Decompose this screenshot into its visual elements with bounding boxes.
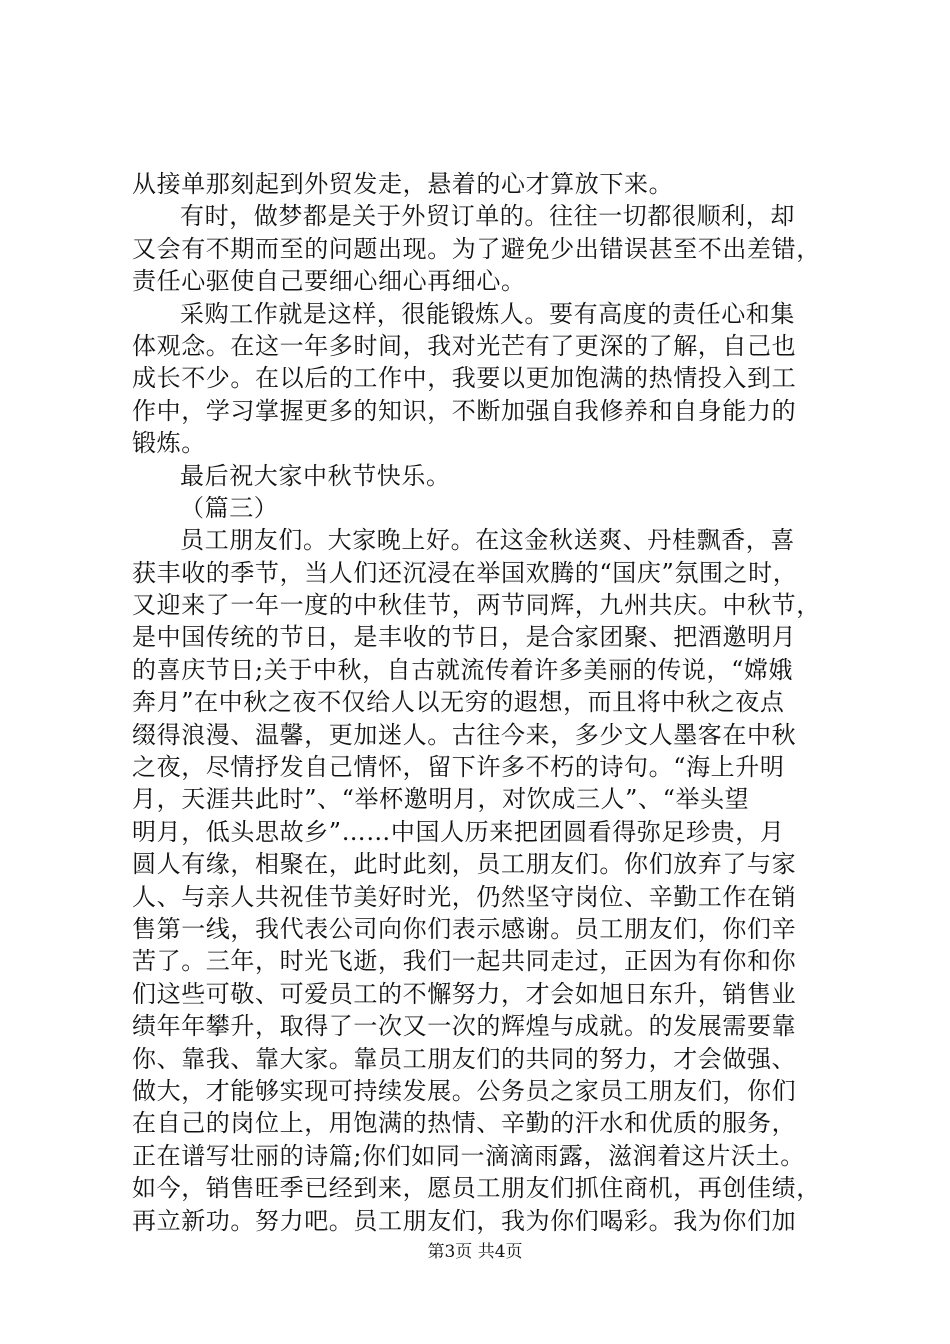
text-line: 正在谱写壮丽的诗篇;你们如同一滴滴雨露，滋润着这片沃土。: [132, 1141, 805, 1170]
text-line: 又会有不期而至的问题出现。为了避免少出错误甚至不出差错，: [132, 234, 821, 263]
text-line: 圆人有缘，相聚在，此时此刻，员工朋友们。你们放弃了与家: [132, 850, 797, 879]
text-line: 成长不少。在以后的工作中，我要以更加饱满的热情投入到工: [132, 364, 797, 393]
text-line: 做大，才能够实现可持续发展。公务员之家员工朋友们，你们: [132, 1076, 797, 1105]
text-line: 责任心驱使自己要细心细心再细心。: [132, 267, 526, 296]
text-line: 作中，学习掌握更多的知识，不断加强自我修养和自身能力的: [132, 396, 797, 425]
text-line: 又迎来了一年一度的中秋佳节，两节同辉，九州共庆。中秋节，: [132, 591, 821, 620]
text-line: 月，天涯共此时”、“举杯邀明月，对饮成三人”、“举头望: [132, 785, 750, 814]
text-line: 员工朋友们。大家晚上好。在这金秋送爽、丹桂飘香，喜: [180, 526, 795, 555]
text-line: 绩年年攀升，取得了一次又一次的辉煌与成就。的发展需要靠: [132, 1012, 797, 1041]
text-line: 在自己的岗位上，用饱满的热情、辛勤的汗水和优质的服务，: [132, 1109, 797, 1138]
text-line: 你、靠我、靠大家。靠员工朋友们的共同的努力，才会做强、: [132, 1044, 797, 1073]
text-line: 明月，低头思故乡”……中国人历来把团圆看得弥足珍贵，月: [132, 817, 785, 846]
document-body: [132, 168, 832, 1237]
text-lines: [132, 168, 832, 1237]
text-line: 再立新功。努力吧。员工朋友们，我为你们喝彩。我为你们加: [132, 1206, 797, 1235]
text-line: 从接单那刻起到外贸发走，悬着的心才算放下来。: [132, 170, 674, 198]
text-line: 人、与亲人共祝佳节美好时光，仍然坚守岗位、辛勤工作在销: [132, 882, 797, 911]
text-line: 们这些可敬、可爱员工的不懈努力，才会如旭日东升，销售业: [132, 979, 797, 1008]
text-line: 苦了。三年，时光飞逝，我们一起共同走过，正因为有你和你: [132, 947, 797, 976]
text-line: 售第一线，我代表公司向你们表示感谢。员工朋友们，你们辛: [132, 914, 797, 943]
text-line: 是中国传统的节日，是丰收的节日，是合家团聚、把酒邀明月: [132, 623, 797, 652]
text-line: 最后祝大家中秋节快乐。: [180, 461, 451, 490]
text-line: 奔月”在中秋之夜不仅给人以无穷的遐想，而且将中秋之夜点: [132, 688, 785, 717]
text-line: 锻炼。: [132, 429, 206, 458]
text-line: 采购工作就是这样，很能锻炼人。要有高度的责任心和集: [180, 299, 795, 328]
text-line: 的喜庆节日;关于中秋，自古就流传着许多美丽的传说，“嫦娥: [132, 655, 794, 684]
text-line: （篇三）: [180, 493, 279, 522]
text-line: 获丰收的季节，当人们还沉浸在举国欢腾的“国庆”氛围之时，: [132, 558, 798, 587]
text-line: 缀得浪漫、温馨，更加迷人。古往今来，多少文人墨客在中秋: [132, 720, 797, 749]
text-line: 体观念。在这一年多时间，我对光芒有了更深的了解，自己也: [132, 331, 797, 360]
page-footer: 第3页 共4页: [427, 1242, 523, 1262]
text-line: 如今，销售旺季已经到来，愿员工朋友们抓住商机，再创佳绩，: [132, 1174, 821, 1203]
text-line: 之夜，尽情抒发自己情怀，留下许多不朽的诗句。“海上升明: [132, 753, 785, 782]
text-line: 有时，做梦都是关于外贸订单的。往往一切都很顺利，却: [180, 202, 795, 231]
